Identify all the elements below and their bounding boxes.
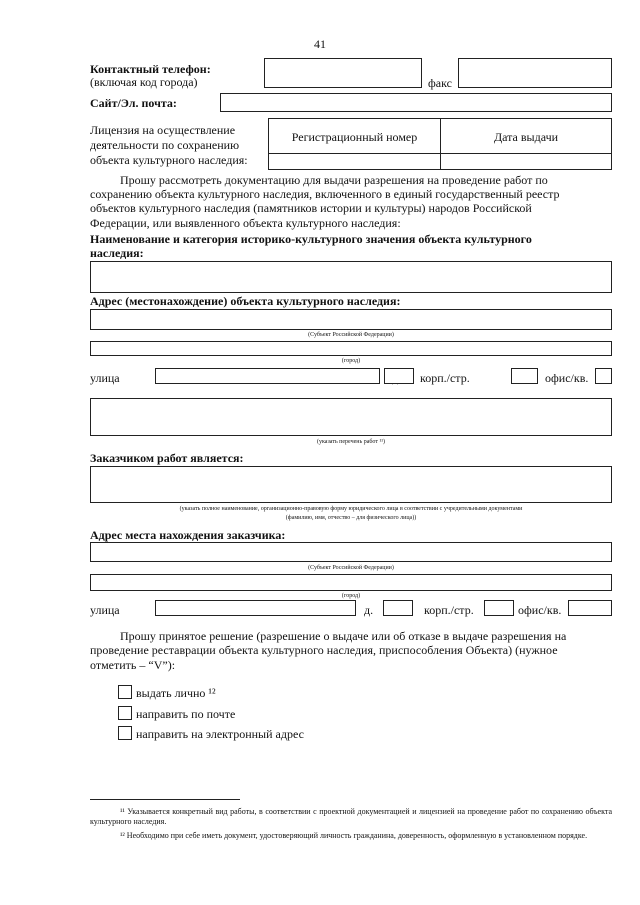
deliver-in-person-label: выдать лично ¹² [136,686,216,700]
customer-street-field[interactable] [155,600,356,616]
request-line-3: объектов культурного наследия (памятников истории и культуры) народов Российской [90,201,532,215]
works-caption: (указать перечень работ ¹¹) [316,439,386,445]
phone-label: Контактный телефон: [90,62,211,76]
request-line-4: Федерации, или выявленного объекта культурного наследия: [90,216,401,230]
decision-line-2: проведение реставрации объекта культурного наследия, приспособления Объекта) (нужное [90,643,558,657]
customer-building-field[interactable] [484,600,514,616]
deliver-by-mail-label: направить по почте [136,707,236,721]
license-reg-number-field[interactable] [268,153,441,170]
customer-office-field[interactable] [568,600,612,616]
object-street-label: улица [90,371,120,385]
reg-number-header-text: Регистрационный номер [291,130,418,144]
object-building-field[interactable] [511,368,538,384]
object-subject-caption: (Субъект Российской Федерации) [308,332,394,338]
license-label-3: объекта культурного наследия: [90,153,248,167]
customer-street-label: улица [90,603,120,617]
license-date-field[interactable] [440,153,612,170]
request-line-2: сохранению объекта культурного наследия, включенного в единый государственный реестр [90,187,560,201]
customer-heading: Заказчиком работ является: [90,451,244,465]
deliver-by-mail-checkbox[interactable] [118,706,132,720]
object-subject-field[interactable] [90,309,612,330]
object-name-heading-1: Наименование и категория историко-культурного значения объекта культурного [90,232,532,246]
decision-line-1: Прошу принятое решение (разрешение о выдаче или об отказе в выдаче разрешения на [120,629,567,643]
customer-building-label: корп./стр. [424,603,474,617]
decision-line-3: отметить – “V”): [90,658,176,672]
object-office-field[interactable] [595,368,612,384]
customer-house-label: д. [364,603,374,617]
date-header-text: Дата выдачи [493,130,559,144]
license-label-1: Лицензия на осуществление [90,123,236,137]
customer-caption-2: (фамилию, имя, отчество – для физического лица)) [285,515,417,521]
footnote-11: ¹¹ Указывается конкретный вид работы, в соответствии с проектной документацией и лицензией на проведение работ по сохранению объекта культурного наследия. [90,807,612,826]
customer-city-field[interactable] [90,574,612,591]
footnote-divider [90,799,240,800]
object-name-field[interactable] [90,261,612,293]
phone-field[interactable] [264,58,422,88]
license-label-2: деятельности по сохранению [90,138,240,152]
phone-sublabel: (включая код города) [90,75,198,89]
site-email-field[interactable] [220,93,612,112]
customer-house-field[interactable] [383,600,413,616]
customer-address-heading: Адрес места нахождения заказчика: [90,528,286,542]
object-building-label: корп./стр. [420,371,470,385]
customer-subject-field[interactable] [90,542,612,562]
deliver-by-email-checkbox[interactable] [118,726,132,740]
object-city-field[interactable] [90,341,612,356]
license-date-header [440,118,612,154]
customer-subject-caption: (Субъект Российской Федерации) [308,565,394,571]
customer-field[interactable] [90,466,612,503]
page-number: 41 [314,37,326,51]
customer-city-caption: (город) [341,593,361,599]
fax-label: факс [428,76,452,90]
footnote-12: ¹² Необходимо при себе иметь документ, удостоверяющий личность гражданина, доверенность, оформленную в установленном порядке. [120,831,588,840]
object-street-field[interactable] [155,368,380,384]
object-city-caption: (город) [341,358,361,364]
object-name-heading-2: наследия: [90,246,144,260]
deliver-in-person-checkbox[interactable] [118,685,132,699]
customer-caption-1: (указать полное наименование, организационно-правовую форму юридического лица в соответствии с учредительными документами [179,506,523,512]
site-email-label: Сайт/Эл. почта: [90,96,177,110]
object-office-label: офис/кв. [545,371,589,385]
works-list-field[interactable] [90,398,612,436]
deliver-by-email-label: направить на электронный адрес [136,727,304,741]
fax-field[interactable] [458,58,612,88]
object-address-heading: Адрес (местонахождение) объекта культурного наследия: [90,294,401,308]
request-line-1: Прошу рассмотреть документацию для выдачи разрешения на проведение работ по [120,173,548,187]
customer-office-label: офис/кв. [518,603,562,617]
object-house-field[interactable] [384,368,414,384]
license-reg-number-header [268,118,441,154]
